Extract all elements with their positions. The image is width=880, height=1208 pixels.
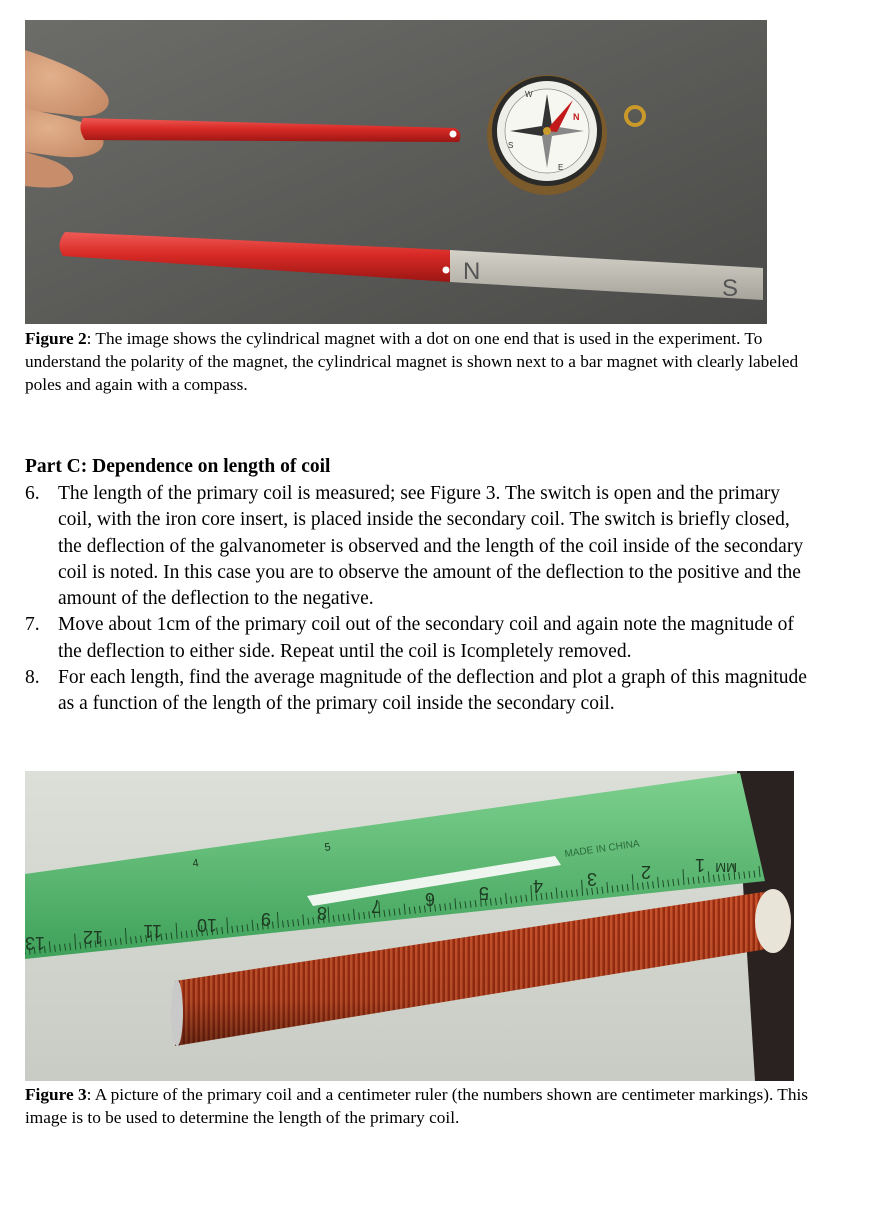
figure-3-caption <box>25 1083 815 1129</box>
ruler-label-11: 11 <box>143 921 162 941</box>
figure-2-caption <box>25 327 815 396</box>
ruler-label-8: 8 <box>316 903 327 923</box>
list-item <box>25 612 815 665</box>
figure-3-caption-label: Figure 3 <box>25 1085 87 1104</box>
bar-magnet-north-label: N <box>463 258 481 285</box>
step-text: Move about 1cm of the primary coil out of the secondary coil and again note the magnitude of the deflection to either side. Repeat until the coil is Icompletely removed. <box>58 614 794 662</box>
compass-label-s: S <box>508 141 514 150</box>
compass-label-e: E <box>558 163 564 172</box>
ruler-inch-label-5: 5 <box>323 841 332 854</box>
compass-label-w: W <box>525 90 533 99</box>
ruler-label-10: 10 <box>196 915 217 935</box>
figure-3-caption-text: : A picture of the primary coil and a centimeter ruler (the numbers shown are centimeter markings). This image is to be used to determine the length of the primary coil. <box>25 1085 809 1127</box>
list-item <box>25 665 815 718</box>
step-number: 8. <box>25 667 40 689</box>
ruler-label-2: 2 <box>640 862 651 882</box>
bar-magnet-south-label: S <box>722 275 739 302</box>
ruler-label-7: 7 <box>370 896 381 916</box>
part-c-heading: Part C: Dependence on length of coil <box>25 456 331 477</box>
ruler-label-5: 5 <box>478 883 489 903</box>
step-text: For each length, find the average magnitude of the deflection and plot a graph of this magnitude as a function of the length of the primary coil inside the secondary coil. <box>58 667 807 715</box>
figure-2-caption-text: : The image shows the cylindrical magnet with a dot on one end that is used in the experiment. To understand the polarity of the magnet, the cylindrical magnet is shown next to a bar magnet with clearly labeled poles and again with a compass. <box>25 329 799 394</box>
ruler-label-12: 12 <box>82 927 103 947</box>
ruler-label-4: 4 <box>532 876 543 896</box>
ruler-label-13: 13 <box>25 933 45 953</box>
ruler-label-6: 6 <box>424 889 435 909</box>
step-number: 7. <box>25 614 40 636</box>
figure-2-caption-label: Figure 2 <box>25 329 87 348</box>
step-number: 6. <box>25 483 40 504</box>
ruler-inch-label-4: 4 <box>191 857 200 870</box>
list-item <box>25 481 815 612</box>
figure-2-photo <box>25 20 767 324</box>
part-c-steps <box>25 481 815 718</box>
ruler-label-9: 9 <box>260 909 271 929</box>
ruler-label-3: 3 <box>586 869 597 889</box>
ruler-imprint: MADE IN CHINA <box>563 838 641 860</box>
step-text: The length of the primary coil is measured; see Figure 3. The switch is open and the primary coil, with the iron core insert, is placed inside the secondary coil. The switch is briefly closed, the deflection of the galvanometer is observed and the length of the coil inside of the secondary coil is noted. In this case you are to observe the amount of the deflection to the positive and the amount of the deflection to the negative. <box>58 483 804 610</box>
ruler-label-1: 1 <box>694 855 705 875</box>
figure-3-photo <box>25 771 794 1081</box>
ruler-unit-label: MM <box>715 860 737 875</box>
compass-label-n: N <box>573 112 580 122</box>
